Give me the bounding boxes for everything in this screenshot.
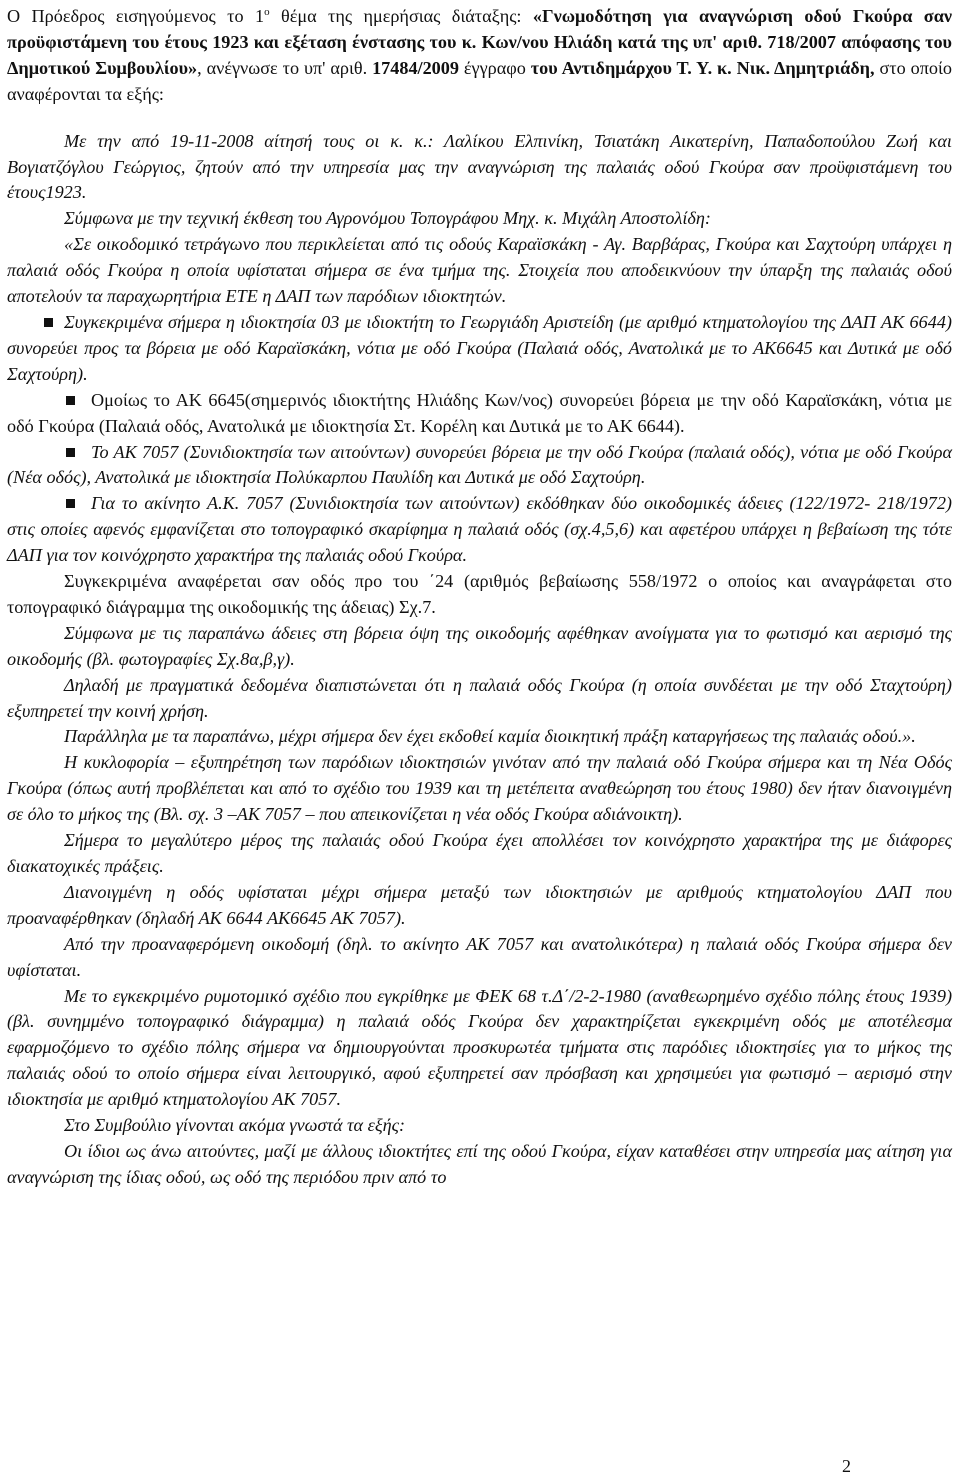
square-bullet-icon [44,318,53,327]
page-number: 2 [842,1456,851,1476]
agenda-subject: «Γνωμοδότηση για αναγνώριση οδού Γκούρα σαν προϋφιστάμενη του έτους 1923 και εξέταση ένστασης του κ. Κων/νου Ηλιάδη κατά της υπ' αριθ. 718/2007 απόφασης του Δημοτικού Συμβουλίου» [7,6,952,78]
paragraph-15: Οι ίδιοι ως άνω αιτούντες, μαζί με άλλους ιδιοκτήτες επί της οδού Γκούρα, είχαν καταθέσει στην υπηρεσία μας αίτηση για αναγνώριση της ίδιας οδού, ως οδό της περιόδου πριν από το [7,1140,952,1187]
bullet-text-2: Ομοίως το ΑΚ 6645(σημερινός ιδιοκτήτης Ηλιάδης Κων/νος) συνορεύει βόρεια με την οδό Καραϊσκάκη, νότια με οδό Γκούρα (Παλαιά οδός, Ανατολικά με ιδιοκτησία Στ. Κορέλη και Δυτικά με το ΑΚ 6644). [7,389,952,436]
intro-text-b: θέμα της ημερήσιας διάταξης: [269,6,533,26]
technical-report-paragraph: Σύμφωνα με την τεχνική έκθεση του Αγρονόμου Τοπογράφου Μηχ. κ. Μιχάλη Αποστολίδη: [64,208,711,229]
intro-text-a: Ο Πρόεδρος εισηγούμενος το 1 [7,6,265,26]
paragraph-6: Σύμφωνα με τις παραπάνω άδειες στη βόρεια όψη της οικοδομής αφέθηκαν ανοίγματα για το φωτισμό και αερισμό της οικοδομής (βλ. φωτογραφίες Σχ.8α,β,γ). [7,622,952,669]
bullet-item-4 [7,491,952,569]
paragraph-8: Παράλληλα με τα παραπάνω, μέχρι σήμερα δεν έχει εκδοθεί καμία διοικητική πράξη καταργήσεως της παλαιάς οδού.». [64,726,916,747]
ordinal-sup: ο [264,5,270,18]
intro-text-d: έγγραφο [458,57,531,78]
bullet-item-3 [7,440,952,492]
paragraph-14: Στο Συμβούλιο γίνονται ακόμα γνωστά τα εξής: [64,1115,406,1136]
paragraph-10: Σήμερα το μεγαλύτερο μέρος της παλαιάς οδού Γκούρα έχει απολλέσει τον κοινόχρηστο χαρακτήρα της με διάφορες διακατοχικές πράξεις. [7,830,952,876]
paragraph-7: Δηλαδή με πραγματικά δεδομένα διαπιστώνεται ότι η παλαιά οδός Γκούρα (η οποία συνδέεται με την οδό Σταχτούρη) εξυπηρετεί την κοινή χρήση. [7,674,952,721]
document-page [7,4,952,1191]
document-ref: 17484/2009 [372,57,459,78]
paragraph-11: Διανοιγμένη η οδός υφίσταται μέχρι σήμερα μεταξύ των ιδιοκτησιών με αριθμούς κτηματολογίου ΔΑΠ που προαναφέρθηκαν (δηλαδή ΑΚ 6644 ΑΚ6645 ΑΚ 7057). [7,881,952,928]
deputy-mayor-ref: του Αντιδημάρχου Τ. Υ. κ. Νικ. Δημητριάδη, [530,57,875,78]
square-bullet-icon [66,448,75,457]
intro-text-c: , ανέγνωσε το υπ' αριθ. [197,57,373,78]
paragraph-5: Συγκεκριμένα αναφέρεται σαν οδός προ του ΄24 (αριθμός βεβαίωσης 558/1972 ο οποίος και αναγράφεται στο τοπογραφικό διάγραμμα της οικοδομικής της άδειας) Σχ.7. [7,571,952,617]
intro-text-e: στο οποίο αναφέρονται τα εξής: [7,57,952,104]
paragraph-13: Με το εγκεκριμένο ρυμοτομικό σχέδιο που εγκρίθηκε με ΦΕΚ 68 τ.Δ΄/2-2-1980 (αναθεωρημένο σχέδιο πόλης έτους 1939) (βλ. συνημμένο τοπογραφικό διάγραμμα) η παλαιά οδός Γκούρα δεν χαρακτηρίζεται εγκεκριμένη οδός με αποτέλεσμα εφαρμοζόμενο το σχέδιο πόλης σήμερα να δημιουργούνται προσκυρωτέα τμήματα στις παρόδιες ιδιοκτησίες για το μήκος της παλαιάς οδού το οποίο σήμερα είναι λειτουργικό, αφού εξυπηρετεί σαν πρόσβαση και χρησιμεύει για φωτισμό – αερισμό στην ιδιοκτησία με αριθμό κτηματολογίου ΑΚ 7057. [7,985,952,1110]
paragraph-9: Η κυκλοφορία – εξυπηρέτηση των παρόδιων ιδιοκτησιών γινόταν από την παλαιά οδό Γκούρα σήμερα και τη Νέα Οδός Γκούρα (όπως αυτή προβλέπεται και από το σχέδιο του 1939 και τη μετέπειτα αναθεώρηση του έτους 1980) δεν ήταν διανοιγμένη σε όλο το μήκος της (Βλ. σχ. 3 –ΑΚ 7057 – που απεικονίζεται η νέα οδός Γκούρα αδιάνοικτη). [7,752,952,825]
square-bullet-icon [66,396,75,405]
bullet-item-1 [7,310,952,388]
request-paragraph: Με την από 19-11-2008 αίτησή τους οι κ. κ.: Λαλίκου Ελπινίκη, Τσιατάκη Αικατερίνη, Παπαδοπούλου Ζωή και Βογιατζόγλου Γεώργιος, ζητούν από την υπηρεσία μας την αναγνώριση της παλαιάς οδού Γκούρα σαν προϋφιστάμενη του έτους1923. [7,130,952,203]
bullet-text-3: Το ΑΚ 7057 (Συνιδιοκτησία των αιτούντων) συνορεύει βόρεια με την οδό Γκούρα (παλαιά οδός), νότια με οδό Γκούρα (Νέα οδός), Ανατολικά με ιδιοκτησία Πολύκαρπου Παυλίδη και Δυτικά με οδό Σαχτούρη. [7,441,952,488]
report-quote-paragraph: «Σε οικοδομικό τετράγωνο που περικλείεται από τις οδούς Καραϊσκάκη - Αγ. Βαρβάρας, Γκούρα και Σαχτούρη υπάρχει η παλαιά οδός Γκούρα η οποία υφίσταται σήμερα σε ένα τμήμα της. Στοιχεία που αποδεικνύουν την ύπαρξη της παλαιάς οδού αποτελούν τα παραχωρητήρια ΕΤΕ η ΔΑΠ των παρόδιων ιδιοκτητών. [7,234,952,307]
bullet-text-4: Για το ακίνητο Α.Κ. 7057 (Συνιδιοκτησία των αιτούντων) εκδόθηκαν δύο οικοδομικές άδειες (122/1972- 218/1972) στις οποίες αφενός εμφανίζεται στο τοπογραφικό σκαρίφημα η παλαιά οδός (σχ.4,5,6) και αφετέρου υπάρχει η βεβαίωση της τότε ΔΑΠ για τον κοινόχρηστο χαρακτήρα της παλαιάς οδού Γκούρα. [7,493,952,566]
paragraph-12: Από την προαναφερόμενη οικοδομή (δηλ. το ακίνητο ΑΚ 7057 και ανατολικότερα) η παλαιά οδός Γκούρα σήμερα δεν υφίσταται. [7,933,952,980]
square-bullet-icon [66,499,75,508]
bullet-item-2 [7,388,952,440]
intro-paragraph [7,4,952,108]
bullet-text-1: Συγκεκριμένα σήμερα η ιδιοκτησία 03 με ιδιοκτήτη το Γεωργιάδη Αριστείδη (με αριθμό κτηματολογίου της ΔΑΠ ΑΚ 6644) συνορεύει προς τα βόρεια με οδό Καραϊσκάκη, νότια με οδό Γκούρα (Παλαιά οδός, Ανατολικά με το ΑΚ6645 και Δυτικά με οδό Σαχτούρη). [7,311,952,384]
